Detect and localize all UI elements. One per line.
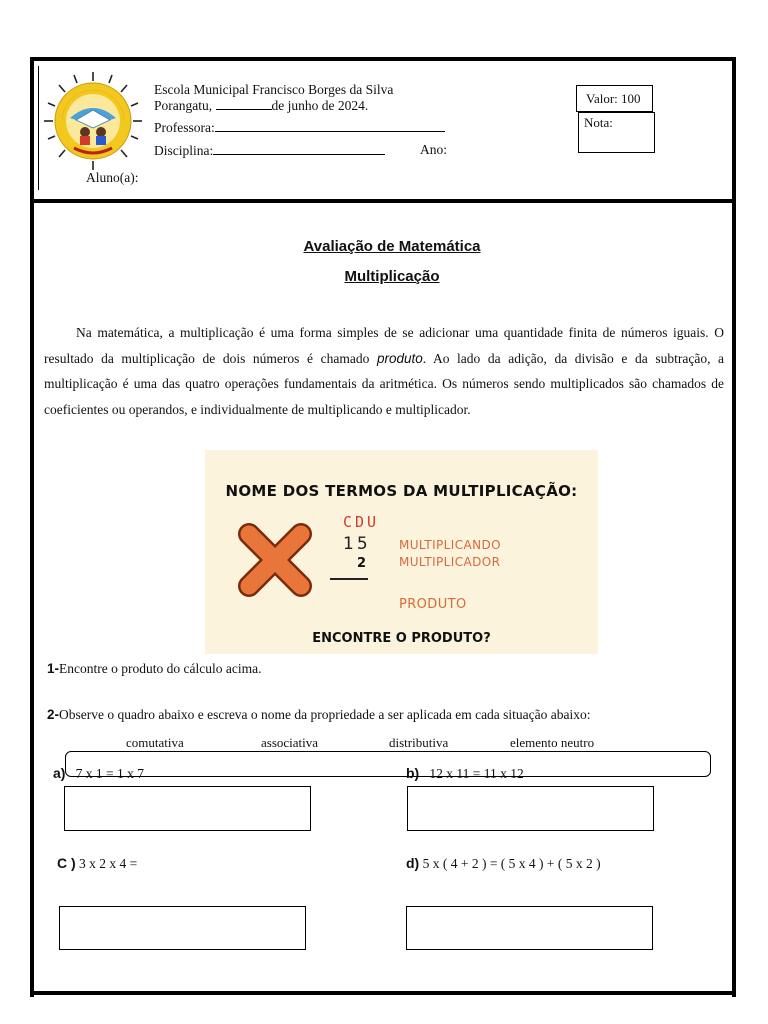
answer-box-a[interactable] <box>64 786 311 831</box>
item-b-letter: b) <box>406 765 420 781</box>
property-associative: associativa <box>261 735 319 750</box>
figure-title: NOME DOS TERMOS DA MULTIPLICAÇÃO: <box>225 482 578 500</box>
item-a-expression: 7 x 1 = 1 x 7 <box>75 766 144 781</box>
grade-label: Nota: <box>584 115 613 130</box>
answer-box-d[interactable] <box>406 906 653 950</box>
figure-cdu-label: CDU <box>343 513 380 531</box>
figure-product-label: PRODUTO <box>399 597 467 612</box>
figure-bottom-text: ENCONTRE O PRODUTO? <box>312 631 491 646</box>
properties-box <box>65 751 711 777</box>
frame-top-border <box>30 57 736 61</box>
intro-text-4: , <box>543 350 555 366</box>
item-c-letter: C ) <box>57 855 76 871</box>
day-blank[interactable] <box>216 97 272 110</box>
intro-paragraph <box>44 320 724 422</box>
item-d-letter: d) <box>406 855 420 871</box>
subject-blank[interactable] <box>213 142 385 155</box>
teacher-blank[interactable] <box>215 119 445 132</box>
intro-italic-product: produto <box>376 350 423 366</box>
header-separator <box>34 199 734 203</box>
teacher-line <box>154 119 445 136</box>
teacher-label: Professora: <box>154 120 215 135</box>
subject-line <box>154 142 385 159</box>
item-a <box>53 764 144 783</box>
frame-left-border <box>30 57 34 997</box>
question-1-number: 1- <box>47 661 60 676</box>
item-b-expression: 12 x 11 = 11 x 12 <box>429 766 524 781</box>
question-2 <box>47 706 727 724</box>
intro-bold-addition: da adição <box>487 350 544 366</box>
property-commutative: comutativa <box>126 735 184 750</box>
item-a-letter: a) <box>53 765 66 781</box>
page-subtitle: Multiplicação <box>344 268 440 285</box>
year-label: Ano: <box>420 142 447 157</box>
figure-sum-line <box>330 578 368 580</box>
student-label: Aluno(a): <box>86 170 139 185</box>
question-2-text: Observe o quadro abaixo e escreva o nome da propriedade a ser aplicada em cada situação abaixo: <box>59 707 591 722</box>
multiplication-terms-figure <box>205 450 598 654</box>
page-title: Avaliação de Matemática <box>303 238 481 255</box>
property-neutral-element: elemento neutro <box>510 735 595 750</box>
figure-multiplicand-label: MULTIPLICANDO <box>399 538 501 552</box>
intro-text-5: e <box>613 350 635 366</box>
multiplication-x-icon <box>235 520 315 600</box>
item-d <box>406 854 601 873</box>
grade-box[interactable] <box>578 112 655 153</box>
date-suffix: de junho de 2024. <box>271 98 369 113</box>
intro-text-6: , a multiplicação é uma das quatro operações fundamentais da aritmética. Os números sendo multiplicados são chamados de coeficientes ou operandos, e individualmente de multiplicando e multiplicador. <box>44 350 725 417</box>
item-c-expression: 3 x 2 x 4 = <box>79 856 138 871</box>
school-logo <box>40 70 146 172</box>
value-box <box>576 85 653 112</box>
value-label: Valor: 100 <box>586 91 641 106</box>
figure-multiplier: 2 <box>357 556 367 571</box>
frame-bottom-border <box>30 991 736 995</box>
figure-multiplier-label: MULTIPLICADOR <box>399 555 501 569</box>
intro-text-1: Na <box>76 325 98 340</box>
question-1-text: Encontre o produto do cálculo acima. <box>59 661 262 676</box>
date-prefix: Porangatu, <box>154 98 213 113</box>
item-d-expression: 5 x ( 4 + 2 ) = ( 5 x 4 ) + ( 5 x 2 ) <box>422 856 601 871</box>
date-line <box>154 97 368 114</box>
question-1 <box>47 660 261 678</box>
item-c <box>57 854 137 873</box>
intro-text-3: . Ao lado <box>422 350 488 366</box>
intro-bold-math: matemática <box>97 325 160 340</box>
frame-right-border <box>732 57 736 997</box>
figure-multiplicand: 15 <box>343 534 371 554</box>
answer-box-b[interactable] <box>407 786 654 831</box>
answer-box-c[interactable] <box>59 906 306 950</box>
property-distributive: distributiva <box>389 735 449 750</box>
question-2-number: 2- <box>47 707 60 722</box>
intro-bold-subtraction: da subtração <box>635 350 708 366</box>
intro-text-2: , a multiplicação é uma forma simples de se adicionar uma quantidade finita de números iguais. O resultado da multiplicação de dois números é chamado <box>44 325 724 366</box>
header-inner-line <box>38 66 39 190</box>
subject-label: Disciplina: <box>154 143 214 158</box>
item-b <box>406 764 524 783</box>
intro-bold-division: da divisão <box>554 350 614 366</box>
school-name: Escola Municipal Francisco Borges da Silva <box>154 82 394 97</box>
